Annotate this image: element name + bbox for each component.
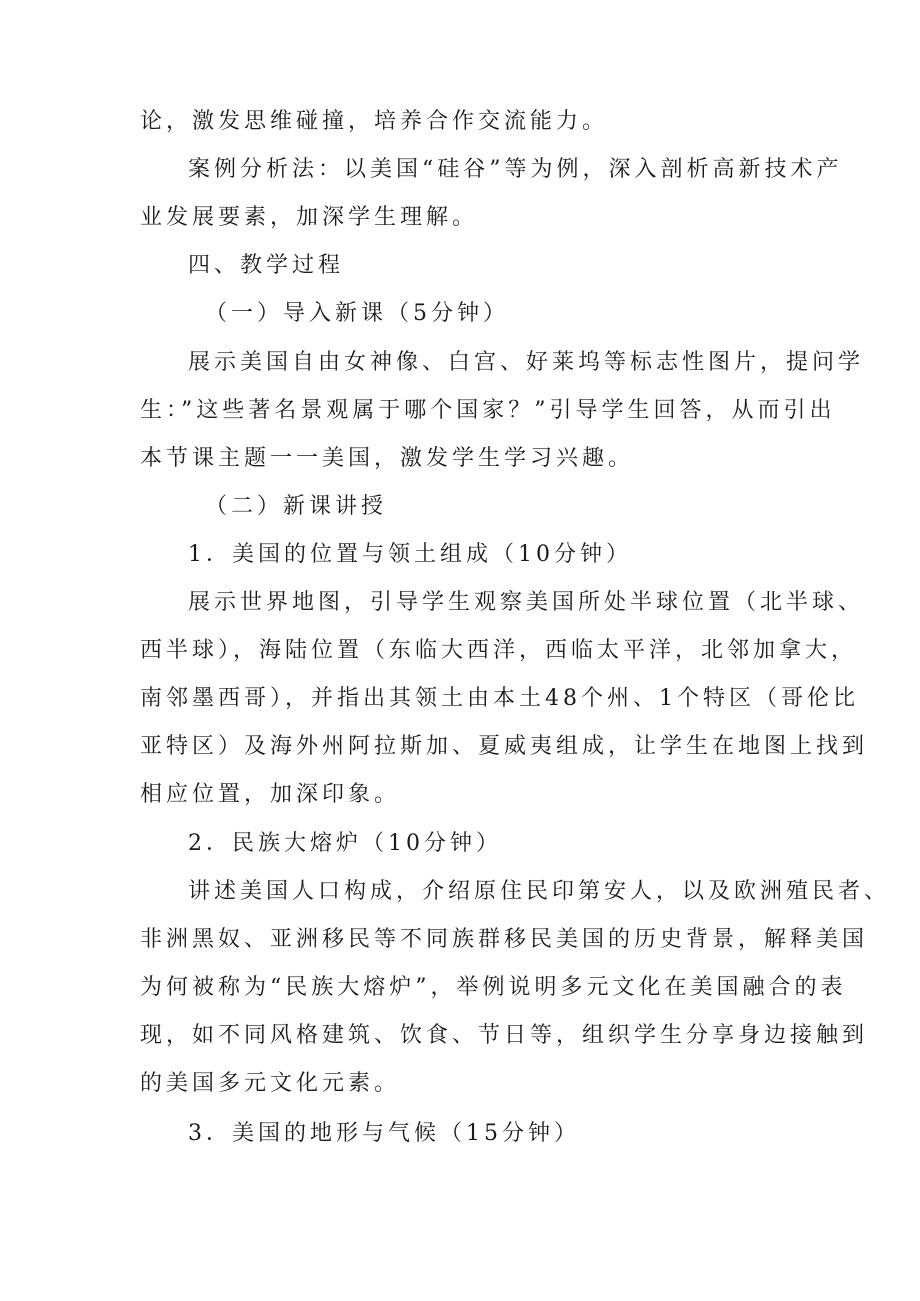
paragraph-line: 本节课主题一一美国，激发学生学习兴趣。 [140,446,635,471]
paragraph-line: 的美国多元文化元素。 [140,1071,401,1096]
paragraph-line: 西半球），海陆位置（东临大西洋，西临太平洋，北邻加拿大， [140,638,858,663]
paragraph-line: 为何被称为“民族大熔炉”，举例说明多元文化在美国融合的表 [140,975,847,1000]
paragraph-line: 案例分析法：以美国“硅谷”等为例，深入剖析高新技术产 [188,157,843,182]
numbered-heading: 2．民族大熔炉（10分钟） [188,831,502,856]
paragraph-line: 现，如不同风格建筑、饮食、节日等，组织学生分享身边接触到 [140,1023,869,1048]
paragraph-line: 相应位置，加深印象。 [140,782,401,807]
paragraph-line: 非洲黑奴、亚洲移民等不同族群移民美国的历史背景，解释美国 [140,927,869,952]
paragraph-line: 南邻墨西哥），并指出其领土由本土48个州、1个特区（哥伦比 [140,686,859,711]
numbered-heading: 1．美国的位置与领土组成（10分钟） [188,542,632,567]
paragraph-line: 业发展要素，加深学生理解。 [140,205,479,230]
paragraph-line: 生：”这些著名景观属于哪个国家？”引导学生回答，从而引出 [140,398,836,423]
paragraph-line: 论，激发思维碰撞，培养合作交流能力。 [140,109,609,134]
subsection-heading: （一）导入新课（5分钟） [205,301,509,326]
paragraph-line: 讲述美国人口构成，介绍原住民印第安人，以及欧洲殖民者、 [188,879,891,904]
subsection-heading: （二）新课讲授 [205,494,388,519]
paragraph-line: 展示世界地图，引导学生观察美国所处半球位置（北半球、 [188,590,865,615]
paragraph-line: 亚特区）及海外州阿拉斯加、夏威夷组成，让学生在地图上找到 [140,734,869,759]
section-heading: 四、教学过程 [188,253,345,278]
paragraph-line: 展示美国自由女神像、白宫、好莱坞等标志性图片，提问学 [188,350,865,375]
numbered-heading: 3．美国的地形与气候（15分钟） [188,1121,580,1146]
